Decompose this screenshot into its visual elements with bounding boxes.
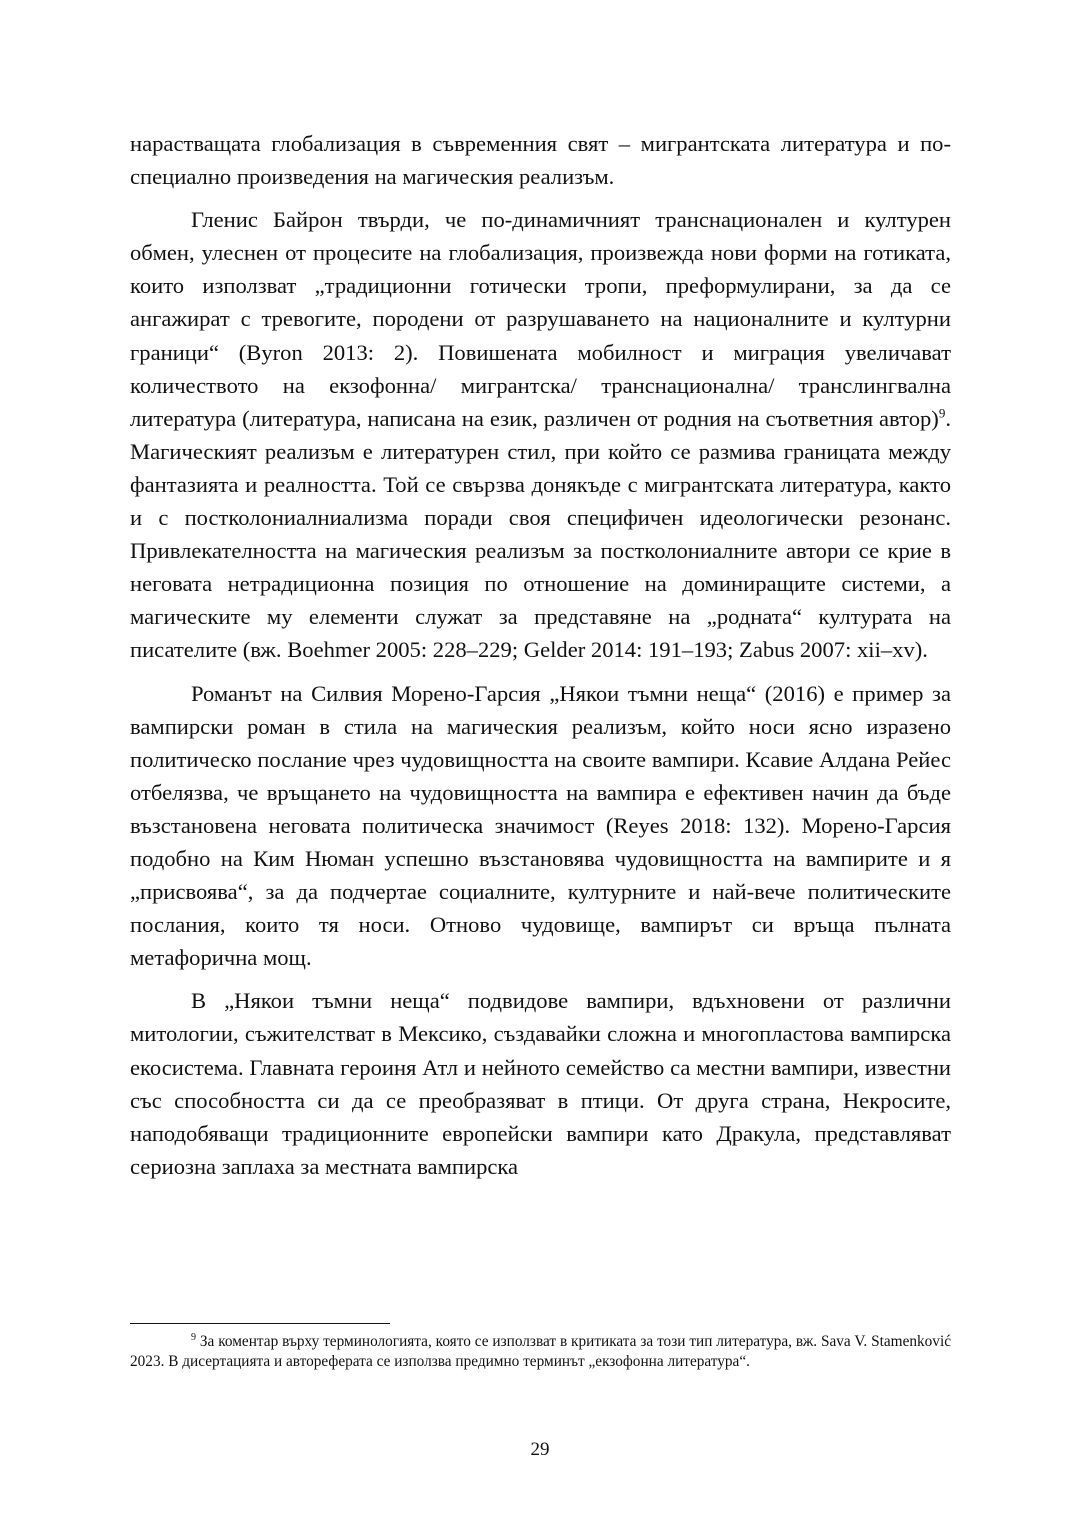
footnote-reference-suffix: . [945,405,951,431]
paragraph-dark-things: В „Някои тъмни неща“ подвидове вампири, вдъхновени от различни митологии, съжителстват в Мексико, създавайки сложна и многопластова вампирска екосистема. Главната героиня Атл и нейното семейство са местни вампири, известни със способността си да се преобразяват в птици. От друга страна, Некросите, наподобяващи традиционните европейски вампири като Дракула, представляват сериозна заплаха за местната вампирска [130,988,951,1179]
paragraph-magic-realism-text: Магическият реализъм е литературен стил, при който се размива границата между фантазията и реалността. Той се свързва донякъде с мигрантската литература, както и с постколониалниализма поради своя специфичен идеологически резонанс. Привлекателността на магическия реализъм за постколониалните автори се крие в неговата нетрадиционна позиция по отношение на доминиращите системи, а магическите му елементи служат за представяне на „родната“ културата на писателите (вж. Boehmer 2005: 228–229; Gelder 2014: 191–193; Zabus 2007: xii–xv). [130,438,951,663]
footnote-reference[interactable]: 9 [938,405,946,421]
footnote-divider [130,1323,390,1324]
paragraph-byron [130,203,951,666]
footnote-text: За коментар върху терминологията, която се използват в критиката за този тип литература, вж. Sava V. Stamenković 2023. В дисертацията и автореферата се използва предимно терминът „екзофонна литература“. [130,1333,951,1370]
footnote [130,1332,951,1372]
paragraph-moreno-garcia: Романът на Силвия Морено-Гарсия „Някои тъмни неща“ (2016) е пример за вампирски роман в стила на магическия реализъм, който носи ясно изразено политическо послание чрез чудовищността на своите вампири. Ксавие Алдана Рейес отбелязва, че връщането на чудовищността на вампира е ефективен начин да бъде възстановена неговата политическа значимост (Reyes 2018: 132). Морено-Гарсия подобно на Ким Нюман успешно възстановява чудовищността на вампирите и я „присвоява“, за да подчертае социалните, културните и най-вече политическите послания, които тя носи. Отново чудовище, вампирът си връща пълната метафорична мощ. [130,680,951,971]
page-number: 29 [530,1439,550,1460]
page-body [130,127,951,1183]
footnote-number: 9 [191,1331,196,1343]
paragraph-byron-text: Гленис Байрон твърди, че по-динамичният транснационален и културен обмен, улеснен от процесите на глобализация, произвежда нови форми на готиката, които използват „традиционни готически тропи, преформулирани, за да се ангажират с тревогите, породени от разрушаването на националните и културни граници“ (Byron 2013: 2). Повишената мобилност и миграция увеличават количеството на екзофонна/ мигрантска/ транснационална/ транслингвална литература (литература, написана на език, различен от родния на съответния автор) [130,207,951,431]
paragraph-continuation: нарастващата глобализация в съвременния свят – мигрантската литература и по-специално произведения на магическия реализъм. [130,131,951,190]
